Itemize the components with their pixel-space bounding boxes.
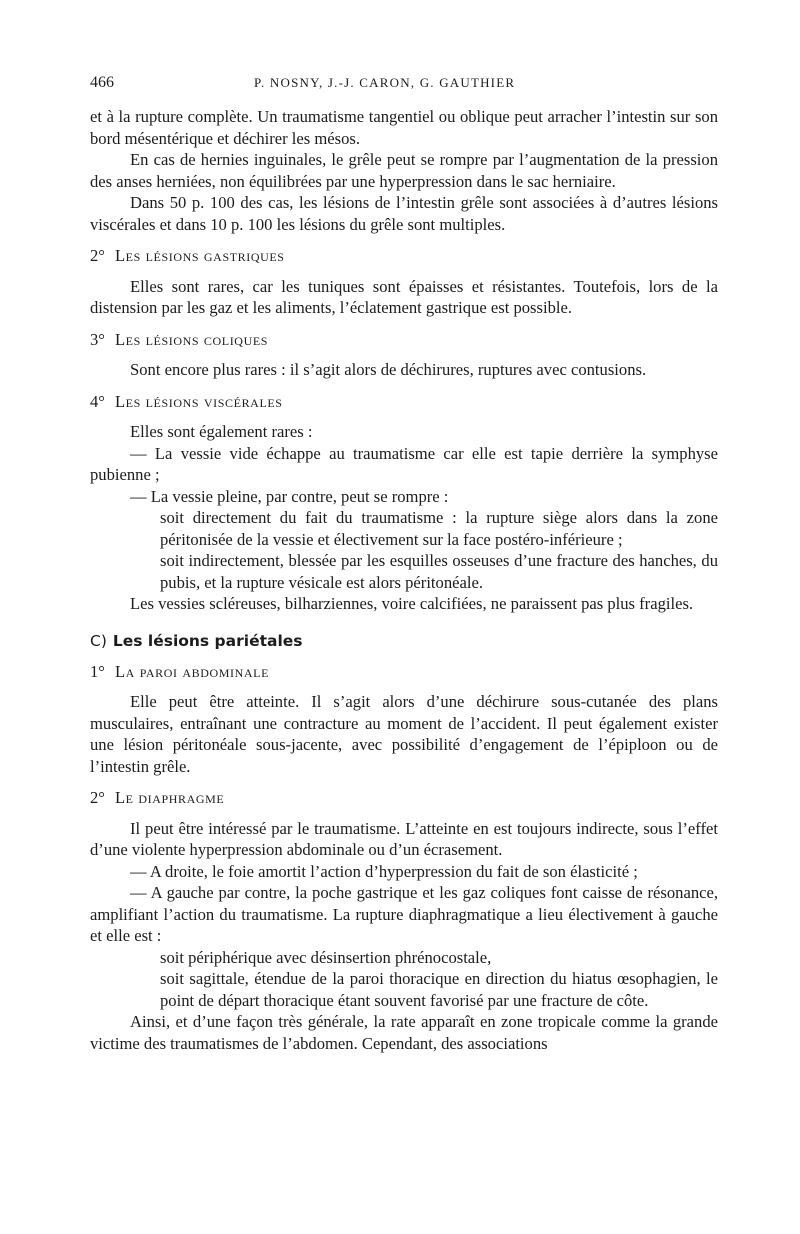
- paragraph: et à la rupture complète. Un traumatisme tangentiel ou oblique peut arracher l’intestin sur son bord mésentérique et déchirer les mésos.: [90, 107, 718, 148]
- subheading-lesions-viscerales: [90, 391, 718, 413]
- paragraph: Elles sont également rares :: [130, 422, 313, 441]
- paragraph: Sont encore plus rares : il s’agit alors de déchirures, ruptures avec contusions.: [130, 360, 647, 379]
- list-item: soit sagittale, étendue de la paroi thoracique en direction du hiatus œsophagien, le point de départ thoracique étant souvent favorisé par une fracture de côte.: [160, 969, 718, 1010]
- section-heading: [90, 630, 718, 652]
- list-item: soit directement du fait du traumatisme : la rupture siège alors dans la zone péritonisée de la vessie et électivement sur la face postéro-inférieure ;: [160, 508, 718, 549]
- paragraph: — La vessie pleine, par contre, peut se rompre :: [130, 486, 449, 506]
- paragraph: Ainsi, et d’une façon très générale, la rate apparaît en zone tropicale comme la grande victime des traumatismes de l’abdomen. Cependant, des associations: [90, 1012, 718, 1053]
- paragraph: Il peut être intéressé par le traumatisme. L’atteinte en est toujours indirecte, sous l’effet d’une violente hyperpression abdominale ou d’un écrasement.: [90, 818, 718, 859]
- subheading-number: 2°: [90, 246, 105, 265]
- subheading-title: Le diaphragme: [114, 788, 225, 807]
- subheading-number: 3°: [90, 329, 105, 349]
- section-title: Les lésions pariétales: [112, 631, 303, 650]
- paragraph: Dans 50 p. 100 des cas, les lésions de l’intestin grêle sont associées à d’autres lésions viscérales et dans 10 p. 100 les lésions du grêle sont multiples.: [90, 193, 718, 234]
- subheading-diaphragme: [90, 787, 718, 809]
- paragraph: Elle peut être atteinte. Il s’agit alors d’une déchirure sous-cutanée des plans musculaires, entraînant une contracture au moment de l’accident. Il peut également exister une lésion péritonéale sous-jacente, avec possibilité d’engagement de l’épiploon ou de l’intestin grêle.: [90, 692, 718, 776]
- subheading-lesions-coliques: [90, 329, 718, 351]
- list-item: soit indirectement, blessée par les esquilles osseuses d’une fracture des hanches, du pubis, et la rupture vésicale est alors péritonéale.: [160, 551, 718, 592]
- subheading-number: 4°: [90, 391, 105, 411]
- paragraph: En cas de hernies inguinales, le grêle peut se rompre par l’augmentation de la pression des anses herniées, non équilibrées par une hyperpression dans le sac herniaire.: [90, 150, 718, 191]
- list-item: soit périphérique avec désinsertion phrénocostale,: [160, 947, 492, 967]
- subheading-number: 1°: [90, 661, 105, 681]
- subheading-title: Les lésions gastriques: [114, 246, 285, 265]
- section-letter: C): [90, 631, 107, 650]
- paragraph: — A droite, le foie amortit l’action d’hyperpression du fait de son élasticité ;: [130, 861, 638, 881]
- subheading-title: Les lésions coliques: [114, 329, 269, 349]
- page-header: [90, 74, 718, 98]
- page: [90, 74, 718, 1054]
- subheading-number: 2°: [90, 788, 105, 807]
- paragraph: — La vessie vide échappe au traumatisme car elle est tapie derrière la symphyse pubienne ;: [90, 443, 718, 484]
- paragraph: Les vessies scléreuses, bilharziennes, voire calcifiées, ne paraissent pas plus fragiles.: [130, 594, 694, 613]
- page-number: 466: [90, 74, 114, 91]
- running-head: P. NOSNY, J.-J. CARON, G. GAUTHIER: [254, 75, 516, 90]
- paragraph: — A gauche par contre, la poche gastrique et les gaz coliques font caisse de résonance, amplifiant l’action du traumatisme. La rupture diaphragmatique a lieu électivement à gauche et elle est :: [90, 883, 718, 945]
- subheading-paroi-abdominale: [90, 661, 718, 683]
- subheading-lesions-gastriques: [90, 245, 718, 267]
- subheading-title: Les lésions viscérales: [114, 391, 283, 411]
- paragraph: Elles sont rares, car les tuniques sont épaisses et résistantes. Toutefois, lors de la distension par les gaz et les aliments, l’éclatement gastrique est possible.: [90, 276, 718, 317]
- subheading-title: La paroi abdominale: [114, 661, 270, 681]
